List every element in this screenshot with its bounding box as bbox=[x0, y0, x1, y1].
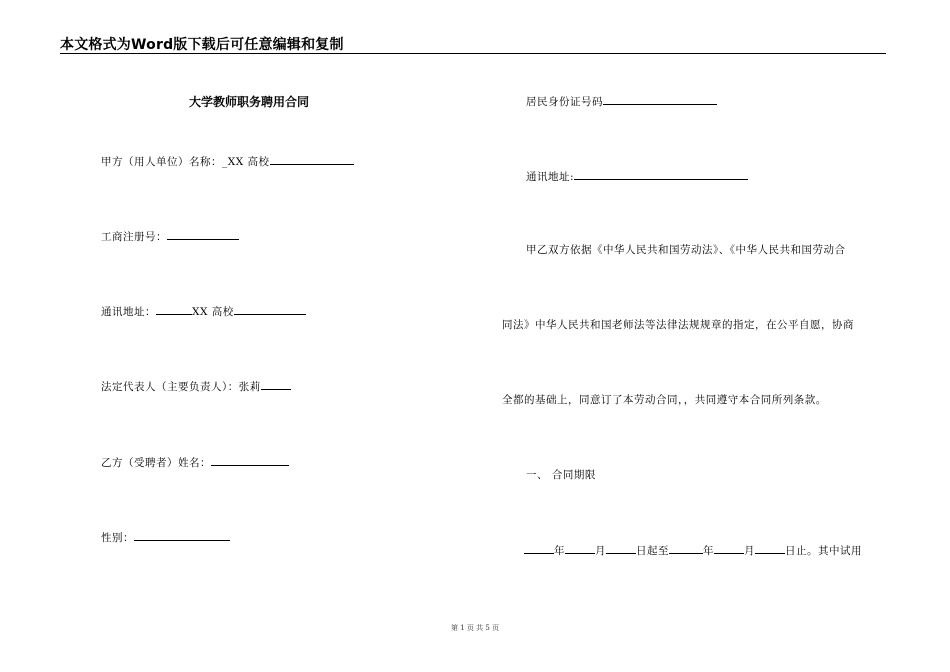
gender-label: 性别： bbox=[101, 532, 134, 544]
registration-number-label: 工商注册号： bbox=[101, 231, 167, 243]
party-a-address-line bbox=[101, 304, 306, 319]
party-a-address-blank-1 bbox=[156, 304, 192, 315]
party-b-address-label: 通讯地址: bbox=[526, 171, 575, 183]
paragraph-line-1: 甲乙双方依据《中华人民共和国劳动法》、《中华人民共和国劳动合 bbox=[526, 244, 846, 256]
party-a-name-line bbox=[101, 154, 354, 169]
party-b-name-line bbox=[101, 455, 289, 470]
id-number-blank bbox=[603, 94, 717, 105]
term-end-month-blank bbox=[714, 543, 744, 554]
party-b-address-blank bbox=[574, 169, 748, 180]
gender-line bbox=[101, 530, 230, 545]
page-footer: 第 1 页 共 5 页 bbox=[450, 624, 500, 632]
term-end-year-label: 年 bbox=[703, 545, 714, 557]
registration-number-line bbox=[101, 229, 239, 244]
term-end-day-label: 日止。其中试用 bbox=[785, 545, 862, 557]
contract-term-line bbox=[524, 543, 862, 558]
term-start-year-label: 年 bbox=[554, 545, 565, 557]
party-a-address-value: XX 高校 bbox=[192, 306, 234, 318]
registration-number-blank bbox=[167, 229, 239, 240]
paragraph-line-2: 同法》中华人民共和国老师法等法律法规规章的指定，在公平自愿，协商 bbox=[502, 319, 854, 331]
party-a-name-label: 甲方（用人单位）名称：_XX 高校 bbox=[101, 156, 270, 168]
term-end-year-blank bbox=[669, 543, 703, 554]
paragraph-line-3: 全都的基础上，同意订了本劳动合同，，共同遵守本合同所列条款。 bbox=[502, 394, 827, 406]
header-text: 本文格式为Word版下载后可任意编辑和复制 bbox=[60, 37, 344, 53]
term-start-year-blank bbox=[524, 543, 554, 554]
gender-blank bbox=[134, 530, 230, 541]
party-a-name-blank bbox=[270, 154, 354, 165]
legal-representative-line bbox=[101, 379, 291, 394]
party-b-name-blank bbox=[211, 455, 289, 466]
term-end-day-blank bbox=[755, 543, 785, 554]
party-b-address-line bbox=[526, 169, 748, 184]
term-start-day-blank bbox=[606, 543, 636, 554]
term-start-month-label: 月 bbox=[595, 545, 606, 557]
legal-representative-label: 法定代表人（主要负责人）：张莉 bbox=[101, 381, 261, 393]
id-number-line bbox=[526, 94, 717, 109]
party-b-name-label: 乙方（受聘者）姓名： bbox=[101, 457, 211, 469]
header-rule bbox=[60, 53, 886, 54]
id-number-label: 居民身份证号码 bbox=[526, 96, 603, 108]
legal-representative-blank bbox=[261, 379, 291, 390]
document-title: 大学教师职务聘用合同 bbox=[189, 95, 310, 109]
party-a-address-blank-2 bbox=[234, 304, 306, 315]
party-a-address-label: 通讯地址： bbox=[101, 306, 156, 318]
section-heading-term: 一、 合同期限 bbox=[526, 469, 596, 481]
term-start-month-blank bbox=[565, 543, 595, 554]
term-start-day-label: 日起至 bbox=[636, 545, 669, 557]
term-end-month-label: 月 bbox=[744, 545, 755, 557]
